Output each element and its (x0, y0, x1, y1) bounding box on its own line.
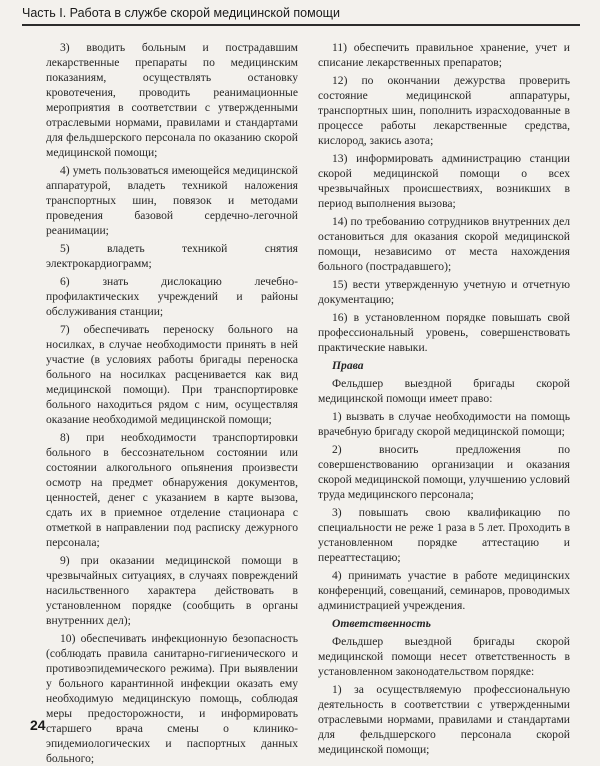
duty-item: 15) вести утвержденную учетную и отчетную документацию; (318, 278, 570, 306)
running-header (22, 6, 580, 26)
responsibility-heading: Ответственность (332, 617, 431, 630)
rights-item: 4) принимать участие в работе медицинских конференций, совещаний, семинаров, проводимых администрацией учреждения. (318, 569, 570, 612)
duty-item: 12) по окончании дежурства проверить состояние медицинской аппаратуры, транспортных шин, пополнить израсходованные в процессе работы лекарственные средства, кислород, закись азота; (318, 74, 570, 147)
duty-item: 7) обеспечивать переноску больного на носилках, в случае необходимости принять в ней участие (в условиях работы бригады переноска больного на носилках расценивается как вид медицинской помощи). При транспортировке больного находиться рядом с ним, осуществляя оказание необходимой медицинской помощи; (46, 323, 298, 426)
duty-item: 4) уметь пользоваться имеющейся медицинской аппаратурой, владеть техникой наложения транспортных шин, повязок и методами проведения базовой сердечно-легочной реанимации; (46, 164, 298, 237)
duty-item: 9) при оказании медицинской помощи в чрезвычайных ситуациях, в случаях повреждений насильственного характера действовать в установленном порядке (сообщить в органы внутренних дел); (46, 554, 298, 627)
rights-intro: Фельдшер выездной бригады скорой медицинской помощи имеет право: (318, 377, 570, 405)
duty-item: 6) знать дислокацию лечебно-профилактических учреждений и районы обслуживания станции; (46, 275, 298, 318)
right-column (318, 40, 570, 756)
duty-item: 10) обеспечивать инфекционную безопасность (соблюдать правила санитарно-гигиенического и противоэпидемического режима). При выявлении у больного карантинной инфекции оказать ему необходимую медицинскую помощь, соблюдая меры предосторожности, и информировать старшего врача смены о клинико-эпидемиологических и паспортных данных больного; (46, 632, 298, 765)
duty-item: 3) вводить больным и пострадавшим лекарственные препараты по медицинским показаниям, осуществлять остановку кровотечения, проводить реанимационные мероприятия в соответствии с утвержденными отраслевыми нормами, правилами и стандартами для фельдшерского персонала по оказанию скорой медицинской помощи; (46, 41, 298, 159)
duty-item: 11) обеспечить правильное хранение, учет и списание лекарственных препаратов; (318, 41, 570, 69)
page-number: 24 (30, 717, 46, 733)
rights-item: 3) повышать свою квалификацию по специальности не реже 1 раза в 5 лет. Проходить в установленном порядке аттестацию и переаттестацию; (318, 506, 570, 564)
rights-item: 2) вносить предложения по совершенствованию организации и оказания скорой медицинской помощи, улучшению условий труда медицинского персонала; (318, 443, 570, 501)
responsibility-item: 1) за осуществляемую профессиональную деятельность в соответствии с утвержденными отраслевыми нормами, правилами и стандартами для фельдшерского персонала скорой медицинской помощи; (318, 683, 570, 756)
chapter-title: Часть I. Работа в службе скорой медицинской помощи (22, 6, 340, 20)
duty-item: 14) по требованию сотрудников внутренних дел остановиться для оказания скорой медицинской помощи, независимо от места нахождения больного (пострадавшего); (318, 215, 570, 273)
left-column (46, 40, 298, 765)
responsibility-intro: Фельдшер выездной бригады скорой медицинской помощи несет ответственность в установленном законодательством порядке: (318, 635, 570, 678)
duty-item: 5) владеть техникой снятия электрокардиограмм; (46, 242, 298, 270)
rights-item: 1) вызвать в случае необходимости на помощь врачебную бригаду скорой медицинской помощи; (318, 410, 570, 438)
text-columns (46, 40, 570, 765)
duty-item: 8) при необходимости транспортировки больного в бессознательном состоянии или состоянии алкогольного опьянения произвести осмотр на предмет обнаружения документов, ценностей, денег с указанием в карте вызова, сдать их в приемное отделение стационара с отметкой в направлении под расписку дежурного персонала; (46, 431, 298, 549)
rights-heading: Права (332, 359, 364, 372)
duty-item: 16) в установленном порядке повышать свой профессиональный уровень, совершенствовать практические навыки. (318, 311, 570, 354)
duty-item: 13) информировать администрацию станции скорой медицинской помощи о всех чрезвычайных происшествиях, возникших в период выполнения вызова; (318, 152, 570, 210)
